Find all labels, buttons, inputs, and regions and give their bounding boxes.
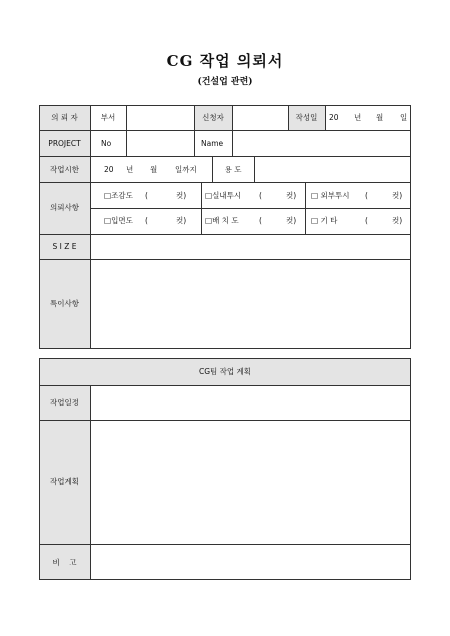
col-divider <box>305 182 306 234</box>
notes-field[interactable] <box>91 261 409 347</box>
size-label: S I Z E <box>52 242 77 251</box>
item-birdseye-unit: 컷) <box>176 191 187 200</box>
schedule-field[interactable] <box>91 387 409 419</box>
item-birdseye-paren: ( <box>145 191 148 200</box>
item-elevation-unit: 컷) <box>176 216 187 225</box>
start-year-prefix: 20 <box>104 165 114 174</box>
start-month-unit: 월 <box>150 165 158 174</box>
usage-field[interactable] <box>255 158 409 181</box>
item-siteplan-paren: ( <box>259 216 262 225</box>
col-divider <box>201 182 202 234</box>
item-elevation-checkbox[interactable]: □입면도 <box>104 216 133 225</box>
item-other-checkbox[interactable]: □ 기 타 <box>311 216 338 225</box>
dept-label: 부서 <box>100 113 116 122</box>
item-interior-unit: 컷) <box>286 191 297 200</box>
request-table <box>39 105 411 349</box>
document-subtitle: (건설업 관련) <box>197 77 253 87</box>
schedule-label: 작업일정 <box>50 398 79 407</box>
row-divider <box>39 420 411 421</box>
item-birdseye-checkbox[interactable]: □조감도 <box>104 191 133 200</box>
row-divider <box>39 259 411 260</box>
usage-label: 용 도 <box>224 165 242 174</box>
date-year-unit: 년 <box>354 113 362 122</box>
requester-label: 의 뢰 자 <box>51 113 78 122</box>
row-divider <box>39 156 411 157</box>
notes-label: 특이사항 <box>50 299 79 308</box>
remarks-field[interactable] <box>91 546 409 578</box>
dept-field[interactable] <box>127 107 193 129</box>
name-label: Name <box>201 139 224 148</box>
item-exterior-checkbox[interactable]: □ 외부투시 <box>311 191 350 200</box>
no-label: No <box>101 139 112 148</box>
remarks-label: 비 고 <box>52 558 77 567</box>
col-divider <box>325 105 326 130</box>
applicant-label: 신청자 <box>202 113 224 122</box>
start-day-unit: 일까지 <box>175 165 197 174</box>
date-day-unit: 일 <box>400 113 408 122</box>
plan-table <box>39 358 411 580</box>
project-label: PROJECT <box>48 139 81 148</box>
start-label: 작업시한 <box>50 165 79 174</box>
row-divider <box>39 385 411 386</box>
item-siteplan-unit: 컷) <box>286 216 297 225</box>
item-exterior-paren: ( <box>365 191 368 200</box>
no-field[interactable] <box>127 132 193 155</box>
row-divider <box>39 234 411 235</box>
row-divider <box>90 208 411 209</box>
row-divider <box>39 130 411 131</box>
item-siteplan-checkbox[interactable]: □배 치 도 <box>205 216 239 225</box>
row-divider <box>39 182 411 183</box>
item-other-unit: 컷) <box>392 216 403 225</box>
item-other-paren: ( <box>365 216 368 225</box>
start-year-unit: 년 <box>126 165 134 174</box>
plan-label: 작업계획 <box>50 477 79 486</box>
plan-header: CG팀 작업 계획 <box>198 367 252 376</box>
item-exterior-unit: 컷) <box>392 191 403 200</box>
item-interior-checkbox[interactable]: □실내투시 <box>205 191 242 200</box>
date-month-unit: 월 <box>376 113 384 122</box>
date-label: 작성일 <box>295 113 318 122</box>
col-divider <box>194 130 195 156</box>
name-field[interactable] <box>233 132 409 155</box>
size-field[interactable] <box>91 236 409 258</box>
plan-field[interactable] <box>91 422 409 543</box>
items-label: 의뢰사항 <box>50 203 79 212</box>
date-year-prefix: 20 <box>329 113 339 122</box>
row-divider <box>39 544 411 545</box>
applicant-field[interactable] <box>233 107 287 129</box>
document-title: CG 작업 의뢰서 <box>166 52 284 70</box>
item-interior-paren: ( <box>259 191 262 200</box>
item-elevation-paren: ( <box>145 216 148 225</box>
